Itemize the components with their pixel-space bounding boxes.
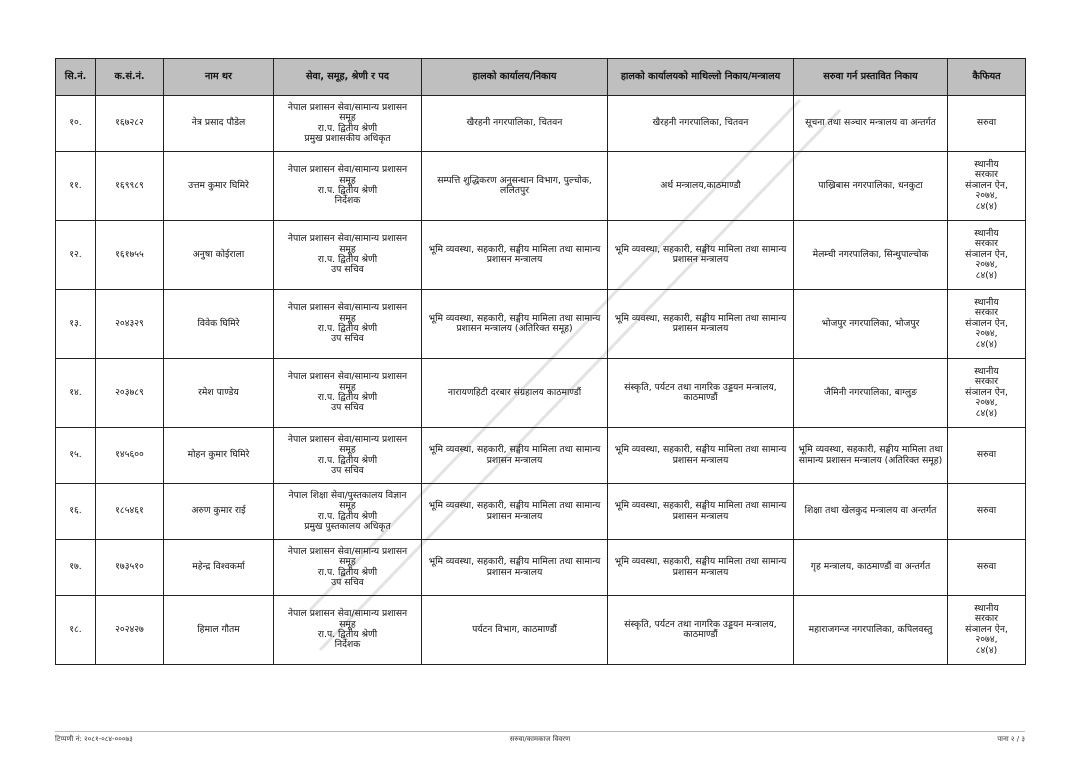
service-line: समूह: [339, 312, 356, 324]
cell-serial-number: १७.: [56, 540, 96, 596]
service-line: निर्देशक: [334, 195, 361, 207]
cell-serial-number: १६.: [56, 484, 96, 540]
remarks-line: २०७४,: [975, 397, 998, 409]
cell-name: रमेश पाण्डेय: [164, 359, 274, 428]
cell-service: [274, 152, 422, 221]
cell-current-office: सम्पत्ति शुद्धिकरण अनुसन्धान विभाग, पुल्चोक, ललितपुर: [422, 152, 608, 221]
cell-name: अरुण कुमार राई: [164, 484, 274, 540]
remarks-line: सरकार: [974, 238, 999, 250]
service-line: समूह: [339, 243, 356, 255]
cell-current-office: भूमि व्यवस्था, सहकारी, सङ्घीय मामिला तथा सामान्य प्रशासन मन्त्रालय (अतिरिक्त समूह): [422, 290, 608, 359]
table-row: [56, 596, 1026, 665]
service-line: नेपाल प्रशासन सेवा/सामान्य प्रशासन: [287, 608, 408, 620]
cell-remarks: [948, 484, 1026, 540]
header-remarks: कैफियत: [948, 59, 1026, 96]
cell-proposed-office: मेलम्ची नगरपालिका, सिन्धुपाल्चोक: [794, 221, 948, 290]
table-row: [56, 484, 1026, 540]
cell-current-office: खैरहनी नगरपालिका, चितवन: [422, 96, 608, 152]
service-line: रा.प. द्वितीय श्रेणी: [317, 392, 378, 403]
header-proposed-office: सरुवा गर्न प्रस्तावित निकाय: [794, 59, 948, 96]
service-line: रा.प. द्वितीय श्रेणी: [317, 185, 378, 196]
cell-remarks: [948, 96, 1026, 152]
cell-parent-office: अर्थ मन्त्रालय,काठमाण्डौ: [608, 152, 794, 221]
cell-remarks: [948, 428, 1026, 484]
footer-note-number: टिप्पणी नं: २०८१-०८४-०००७३: [55, 735, 133, 743]
remarks-line: २०७४,: [975, 190, 998, 202]
cell-name: महेन्द्र विश्वकर्मा: [164, 540, 274, 596]
cell-proposed-office: भूमि व्यवस्था, सहकारी, सङ्घीय मामिला तथा सामान्य प्रशासन मन्त्रालय (अतिरिक्त समूह): [794, 428, 948, 484]
cell-name: नेत्र प्रसाद पौडेल: [164, 96, 274, 152]
service-line: रा.प. द्वितीय श्रेणी: [317, 510, 378, 522]
cell-parent-office: खैरहनी नगरपालिका, चितवन: [608, 96, 794, 152]
service-line: नेपाल प्रशासन सेवा/सामान्य प्रशासन: [287, 545, 408, 557]
cell-service: [274, 596, 422, 665]
service-line: नेपाल प्रशासन सेवा/सामान्य प्रशासन: [287, 164, 408, 176]
cell-proposed-office: महाराजगन्ज नगरपालिका, कपिलवस्तु: [794, 596, 948, 665]
table-row: [56, 540, 1026, 596]
table-row: [56, 428, 1026, 484]
table-row: [56, 96, 1026, 152]
header-serial-number: सि.नं.: [56, 59, 96, 96]
header-current-office: हालको कार्यालय/निकाय: [422, 59, 608, 96]
cell-proposed-office: भोजपुर नगरपालिका, भोजपुर: [794, 290, 948, 359]
cell-parent-office: संस्कृति, पर्यटन तथा नागरिक उड्डयन मन्त्रालय, काठमाण्डौं: [608, 359, 794, 428]
cell-parent-office: भूमि व्यवस्था, सहकारी, सङ्घीय मामिला तथा सामान्य प्रशासन मन्त्रालय: [608, 540, 794, 596]
cell-serial-number: १०.: [56, 96, 96, 152]
cell-remarks: [948, 221, 1026, 290]
remarks-line: २०७४,: [975, 259, 998, 271]
remarks-line: स्थानीय: [974, 158, 999, 170]
cell-code-number: १६९९८९: [96, 152, 164, 221]
cell-code-number: १६७२८२: [96, 96, 164, 152]
cell-serial-number: ११.: [56, 152, 96, 221]
header-service: सेवा, समूह, श्रेणी र पद: [274, 59, 422, 96]
cell-current-office: पर्यटन विभाग, काठमाण्डौं: [422, 596, 608, 665]
cell-proposed-office: शिक्षा तथा खेलकुद मन्त्रालय वा अन्तर्गत: [794, 484, 948, 540]
remarks-line: सरकार: [974, 169, 999, 181]
page-footer: [55, 731, 1025, 749]
cell-remarks: [948, 540, 1026, 596]
remarks-line: सरुवा: [976, 449, 997, 461]
service-line: उप सचिव: [331, 464, 364, 476]
service-line: नेपाल प्रशासन सेवा/सामान्य प्रशासन: [287, 433, 408, 445]
cell-service: [274, 221, 422, 290]
remarks-line: ८४(४): [975, 644, 998, 656]
cell-current-office: नारायणहिटी दरबार संग्रहालय काठमाण्डौं: [422, 359, 608, 428]
cell-proposed-office: सूचना तथा सञ्चार मन्त्रालय वा अन्तर्गत: [794, 96, 948, 152]
remarks-line: स्थानीय: [974, 227, 999, 239]
cell-service: [274, 540, 422, 596]
cell-parent-office: भूमि व्यवस्था, सहकारी, सङ्घीय मामिला तथा सामान्य प्रशासन मन्त्रालय: [608, 221, 794, 290]
service-line: नेपाल प्रशासन सेवा/सामान्य प्रशासन: [287, 101, 408, 113]
table-row: [56, 359, 1026, 428]
cell-name: विवेक घिमिरे: [164, 290, 274, 359]
cell-remarks: [948, 596, 1026, 665]
remarks-line: ८४(४): [975, 407, 998, 419]
service-line: रा.प. द्वितीय श्रेणी: [317, 454, 378, 466]
remarks-line: संञालन ऐन,: [965, 317, 1008, 329]
cell-service: [274, 359, 422, 428]
remarks-line: स्थानीय: [974, 296, 999, 308]
service-line: उप सचिव: [331, 264, 364, 276]
table-header-row: [56, 59, 1026, 96]
cell-name: उत्तम कुमार घिमिरे: [164, 152, 274, 221]
transfer-table: [55, 58, 1026, 665]
footer-page-number: पाना २ / ३: [997, 735, 1025, 743]
remarks-line: २०७४,: [975, 634, 998, 646]
cell-code-number: २०४३२९: [96, 290, 164, 359]
cell-serial-number: १५.: [56, 428, 96, 484]
cell-current-office: भूमि व्यवस्था, सहकारी, सङ्घीय मामिला तथा सामान्य प्रशासन मन्त्रालय: [422, 484, 608, 540]
cell-proposed-office: पाख्रिबास नगरपालिका, धनकुटा: [794, 152, 948, 221]
cell-service: [274, 290, 422, 359]
table-row: [56, 221, 1026, 290]
cell-current-office: भूमि व्यवस्था, सहकारी, सङ्घीय मामिला तथा सामान्य प्रशासन मन्त्रालय: [422, 428, 608, 484]
remarks-line: संञालन ऐन,: [965, 623, 1008, 635]
remarks-line: सरुवा: [976, 561, 997, 573]
cell-current-office: भूमि व्यवस्था, सहकारी, सङ्घीय मामिला तथा सामान्य प्रशासन मन्त्रालय: [422, 221, 608, 290]
remarks-line: सरुवा: [976, 505, 997, 517]
service-line: रा.प. द्वितीय श्रेणी: [317, 122, 378, 134]
cell-name: हिमाल गौतम: [164, 596, 274, 665]
cell-current-office: भूमि व्यवस्था, सहकारी, सङ्घीय मामिला तथा सामान्य प्रशासन मन्त्रालय: [422, 540, 608, 596]
cell-service: [274, 484, 422, 540]
cell-name: मोहन कुमार घिमिरे: [164, 428, 274, 484]
service-line: प्रमुख प्रशासकीय अधिकृत: [304, 132, 391, 144]
service-line: समूह: [339, 556, 356, 568]
service-line: निर्देशक: [334, 639, 361, 651]
cell-proposed-office: गृह मन्त्रालय, काठमाण्डौं वा अन्तर्गत: [794, 540, 948, 596]
service-line: रा.प. द्वितीय श्रेणी: [317, 323, 378, 334]
service-line: नेपाल प्रशासन सेवा/सामान्य प्रशासन: [287, 302, 408, 314]
service-line: नेपाल प्रशासन सेवा/सामान्य प्रशासन: [287, 371, 408, 383]
cell-code-number: १७३५१०: [96, 540, 164, 596]
header-code-number: क.सं.नं.: [96, 59, 164, 96]
service-line: समूह: [339, 618, 356, 630]
cell-service: [274, 428, 422, 484]
header-parent-office: हालको कार्यालयको माथिल्लो निकाय/मन्त्रालय: [608, 59, 794, 96]
cell-code-number: १६१७५५: [96, 221, 164, 290]
cell-parent-office: भूमि व्यवस्था, सहकारी, सङ्घीय मामिला तथा सामान्य प्रशासन मन्त्रालय: [608, 428, 794, 484]
header-name: नाम थर: [164, 59, 274, 96]
remarks-line: संञालन ऐन,: [965, 248, 1008, 260]
service-line: समूह: [339, 500, 356, 512]
remarks-line: सरकार: [974, 613, 999, 625]
remarks-line: स्थानीय: [974, 365, 999, 377]
service-line: नेपाल प्रशासन सेवा/सामान्य प्रशासन: [287, 233, 408, 245]
footer-title: सरुवा/कामकाज विवरण: [509, 735, 571, 743]
cell-parent-office: संस्कृति, पर्यटन तथा नागरिक उड्डयन मन्त्रालय, काठमाण्डौं: [608, 596, 794, 665]
cell-code-number: १८५४६१: [96, 484, 164, 540]
service-line: उप सचिव: [331, 402, 364, 414]
remarks-line: सरकार: [974, 376, 999, 388]
cell-serial-number: १२.: [56, 221, 96, 290]
remarks-line: ८४(४): [975, 269, 998, 281]
cell-name: अनुषा कोईराला: [164, 221, 274, 290]
service-line: रा.प. द्वितीय श्रेणी: [317, 254, 378, 265]
remarks-line: संञालन ऐन,: [965, 179, 1008, 191]
service-line: समूह: [339, 444, 356, 456]
cell-proposed-office: जैमिनी नगरपालिका, बाग्लुङ: [794, 359, 948, 428]
cell-code-number: २०२४२७: [96, 596, 164, 665]
remarks-line: ८४(४): [975, 200, 998, 212]
cell-service: [274, 96, 422, 152]
service-line: रा.प. द्वितीय श्रेणी: [317, 629, 378, 640]
cell-remarks: [948, 359, 1026, 428]
remarks-line: सरुवा: [976, 117, 997, 129]
remarks-line: सरकार: [974, 307, 999, 319]
cell-parent-office: भूमि व्यवस्था, सहकारी, सङ्घीय मामिला तथा सामान्य प्रशासन मन्त्रालय: [608, 484, 794, 540]
service-line: उप सचिव: [331, 333, 364, 345]
cell-parent-office: भूमि व्यवस्था, सहकारी, सङ्घीय मामिला तथा सामान्य प्रशासन मन्त्रालय: [608, 290, 794, 359]
table-row: [56, 290, 1026, 359]
remarks-line: संञालन ऐन,: [965, 386, 1008, 398]
cell-serial-number: १४.: [56, 359, 96, 428]
service-line: रा.प. द्वितीय श्रेणी: [317, 566, 378, 578]
cell-serial-number: १८.: [56, 596, 96, 665]
cell-serial-number: १३.: [56, 290, 96, 359]
cell-remarks: [948, 152, 1026, 221]
cell-code-number: २०३७८९: [96, 359, 164, 428]
cell-code-number: १४५६००: [96, 428, 164, 484]
service-line: समूह: [339, 174, 356, 186]
service-line: समूह: [339, 381, 356, 393]
remarks-line: २०७४,: [975, 328, 998, 340]
service-line: समूह: [339, 112, 356, 124]
service-line: प्रमुख पुस्तकालय अधिकृत: [304, 520, 391, 532]
service-line: उप सचिव: [331, 576, 364, 588]
service-line: नेपाल शिक्षा सेवा/पुस्तकालय विज्ञान: [288, 489, 407, 501]
cell-remarks: [948, 290, 1026, 359]
remarks-line: ८४(४): [975, 338, 998, 350]
remarks-line: स्थानीय: [974, 602, 999, 614]
table-row: [56, 152, 1026, 221]
